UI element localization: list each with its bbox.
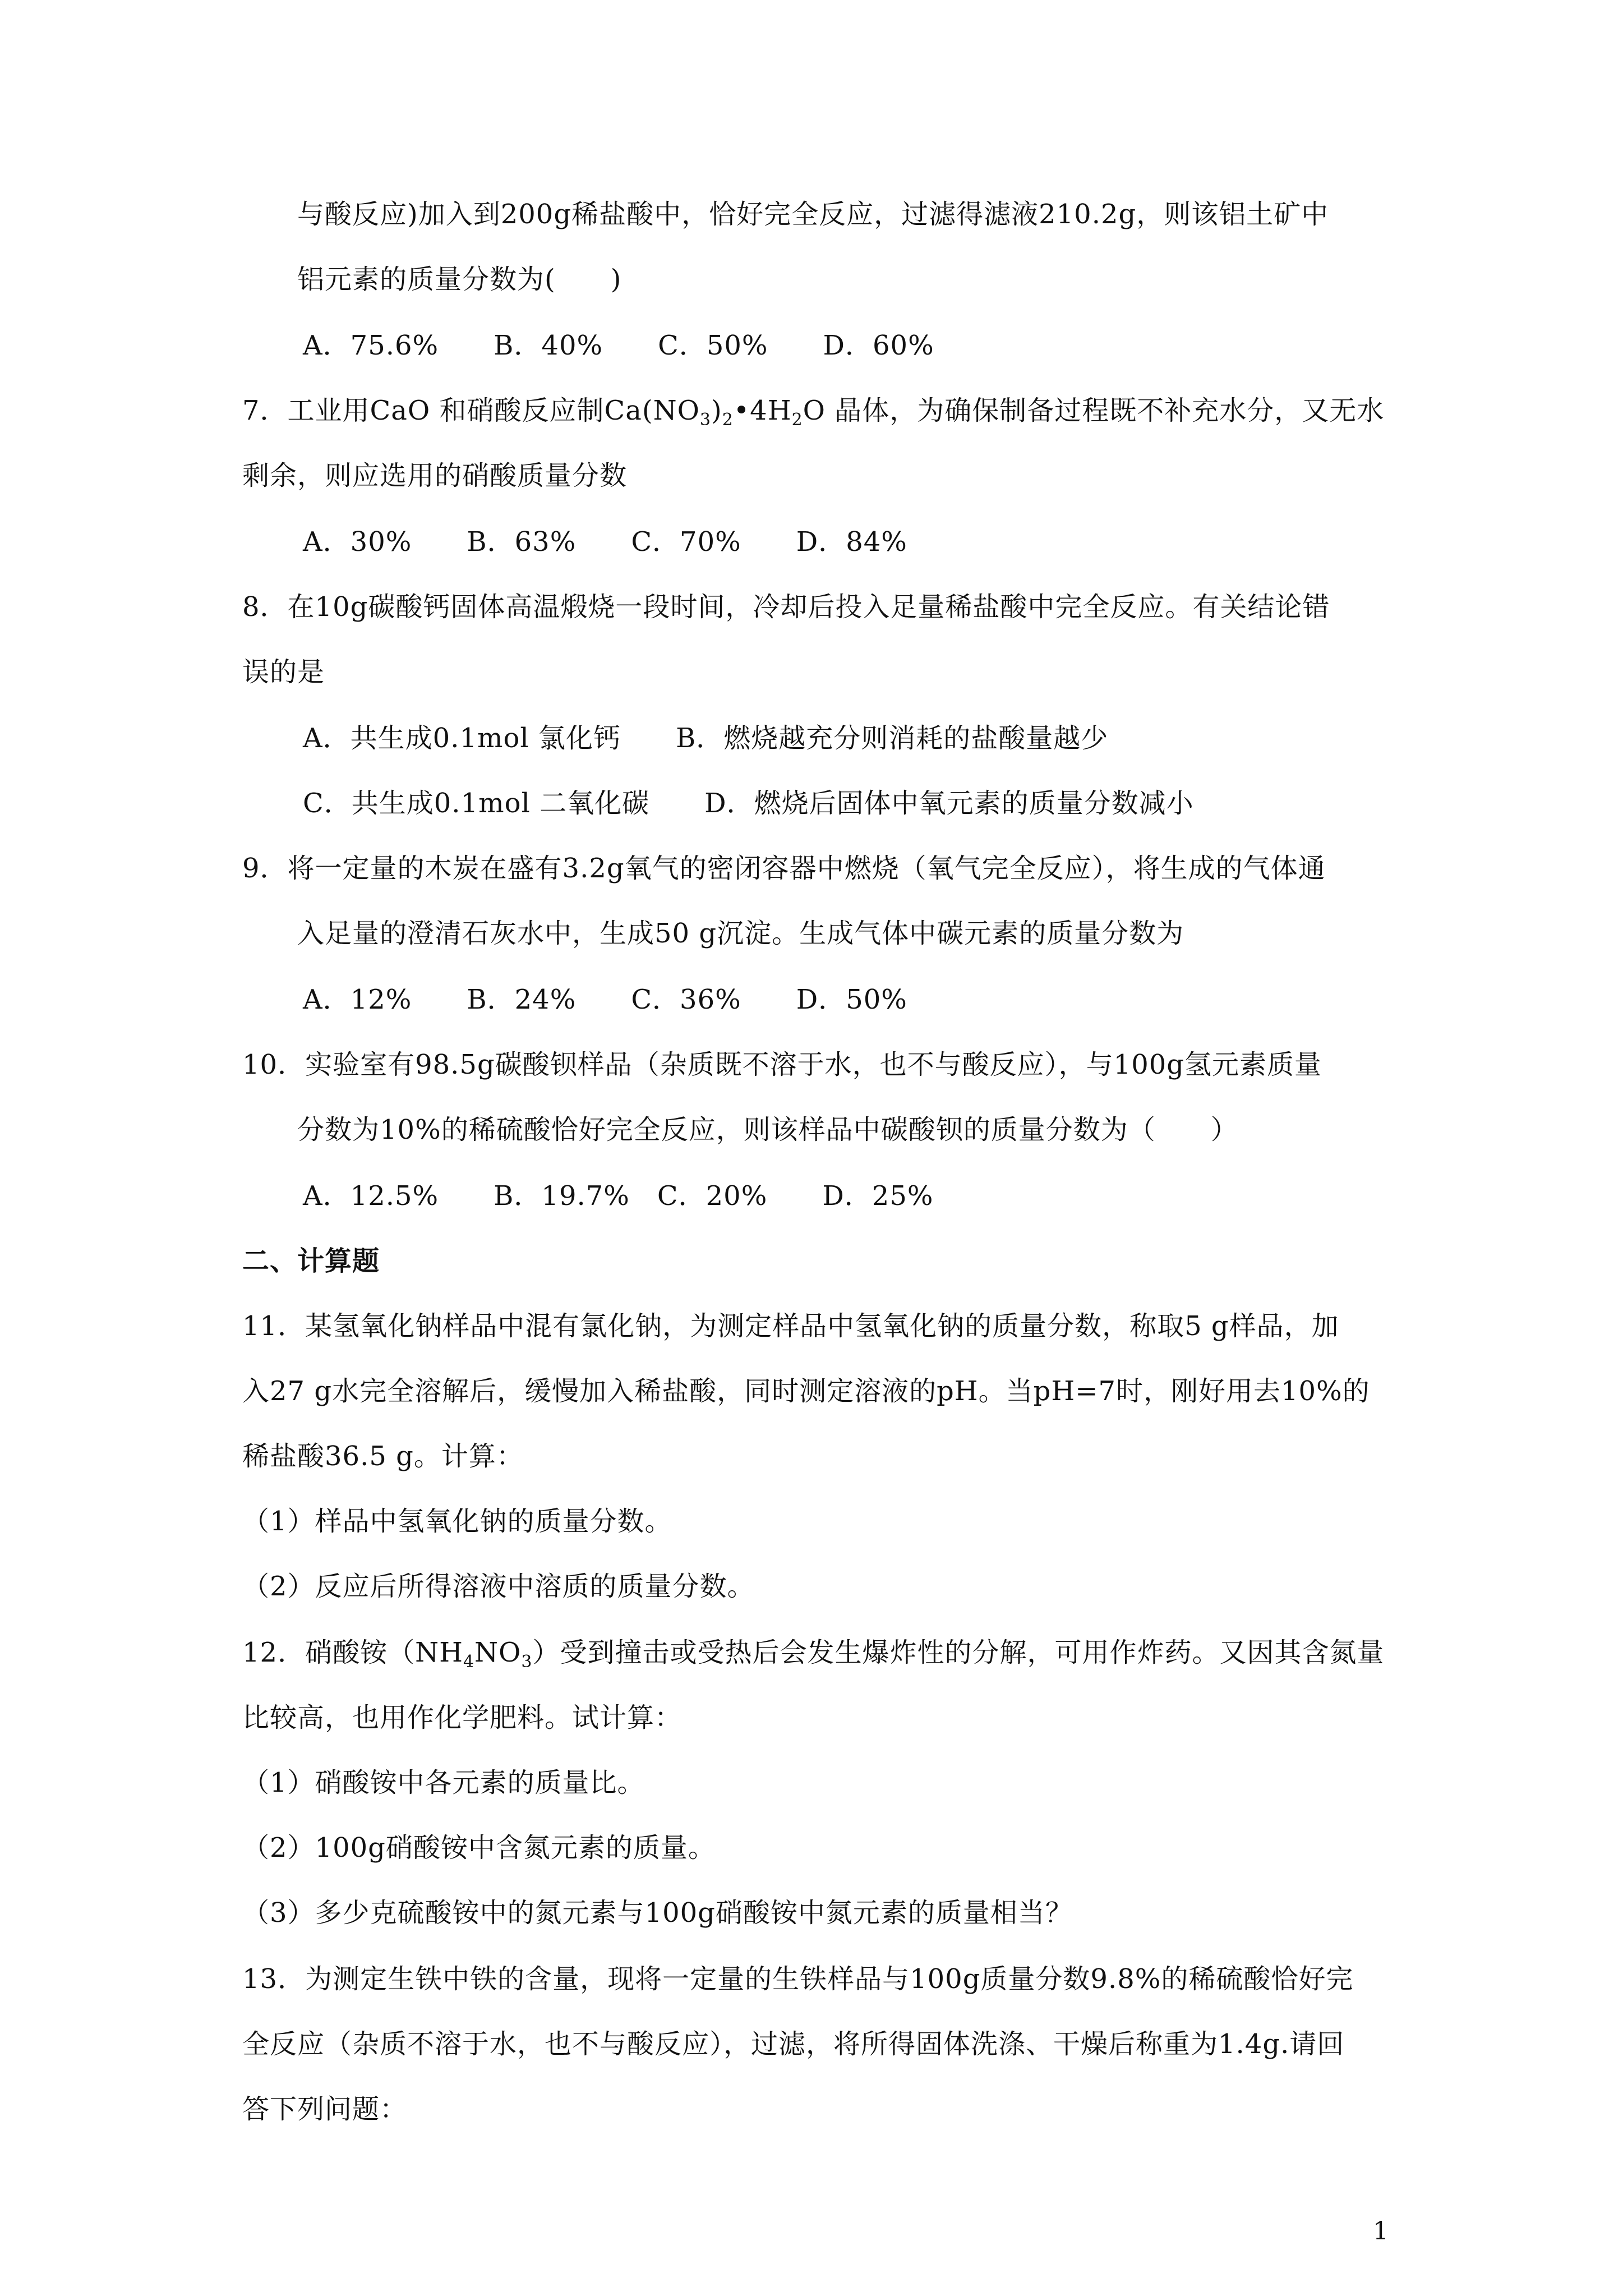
q13-line-1: 13．为测定生铁中铁的含量，现将一定量的生铁样品与100g质量分数9.8%的稀硫酸恰好完 — [242, 1963, 1354, 1995]
q11-line-3: 稀盐酸36.5 g。计算： — [242, 1441, 524, 1472]
page-number: 1 — [1373, 2217, 1389, 2246]
section-heading: 二、计算题 — [242, 1245, 380, 1277]
q9-line-1: 9．将一定量的木炭在盛有3.2g氧气的密闭容器中燃烧（氧气完全反应），将生成的气体通 — [242, 853, 1326, 884]
q10-line-2: 分数为10%的稀硫酸恰好完全反应，则该样品中碳酸钡的质量分数为（ ） — [297, 1114, 1238, 1145]
q13-line-3: 答下列问题： — [242, 2093, 408, 2125]
q7-line-2: 剩余，则应选用的硝酸质量分数 — [242, 460, 628, 491]
q12-sub-2: （2）100g硝酸铵中含氮元素的质量。 — [242, 1832, 716, 1864]
q7-options: A．30% B．63% C．70% D．84% — [303, 526, 907, 558]
q11-line-2: 入27 g水完全溶解后，缓慢加入稀盐酸，同时测定溶液的pH。当pH=7时，刚好用去10%的 — [242, 1375, 1370, 1407]
q6-line-2: 铝元素的质量分数为( ) — [297, 264, 622, 295]
q12-sub-1: （1）硝酸铵中各元素的质量比。 — [242, 1767, 645, 1798]
q12-line-2: 比较高，也用作化学肥料。试计算： — [242, 1702, 683, 1733]
q8-line-2: 误的是 — [242, 656, 325, 688]
q9-options: A．12% B．24% C．36% D．50% — [303, 984, 907, 1015]
q11-sub-1: （1）样品中氢氧化钠的质量分数。 — [242, 1506, 672, 1537]
q13-line-2: 全反应（杂质不溶于水，也不与酸反应），过滤，将所得固体洗涤、干燥后称重为1.4g.请回 — [242, 2028, 1345, 2060]
q10-line-1: 10．实验室有98.5g碳酸钡样品（杂质既不溶于水，也不与酸反应），与100g氢元素质量 — [242, 1049, 1322, 1080]
q8-options-cd: C．共生成0.1mol 二氧化碳 D．燃烧后固体中氧元素的质量分数减小 — [303, 788, 1194, 819]
q11-sub-2: （2）反应后所得溶液中溶质的质量分数。 — [242, 1571, 755, 1602]
q8-line-1: 8．在10g碳酸钙固体高温煅烧一段时间，冷却后投入足量稀盐酸中完全反应。有关结论错 — [242, 591, 1330, 623]
q6-options: A．75.6% B．40% C．50% D．60% — [303, 330, 934, 361]
q7-line-1: 7．工业用CaO 和硝酸反应制$Ca(NO_3)_2•4H_2O$ 晶体，为确保制备过程既不补充水分，又无水 — [242, 395, 1385, 430]
q12-sub-3: （3）多少克硫酸铵中的氮元素与100g硝酸铵中氮元素的质量相当？ — [242, 1897, 1073, 1929]
q12-line-1: 12．硝酸铵$(NH_4NO_3)$受到撞击或受热后会发生爆炸性的分解，可用作炸药。又因其含氮量 — [242, 1637, 1385, 1672]
q10-options: A．12.5% B．19.7% C．20% D．25% — [303, 1180, 934, 1212]
q6-line-1: 与酸反应)加入到200g稀盐酸中，恰好完全反应，过滤得滤液210.2g，则该铝土矿中 — [297, 199, 1329, 230]
q8-options-ab: A．共生成0.1mol 氯化钙 B．燃烧越充分则消耗的盐酸量越少 — [303, 723, 1109, 754]
q9-line-2: 入足量的澄清石灰水中，生成50 g沉淀。生成气体中碳元素的质量分数为 — [297, 918, 1184, 949]
q11-line-1: 11．某氢氧化钠样品中混有氯化钠，为测定样品中氢氧化钠的质量分数，称取5 g样品，加 — [242, 1310, 1339, 1342]
